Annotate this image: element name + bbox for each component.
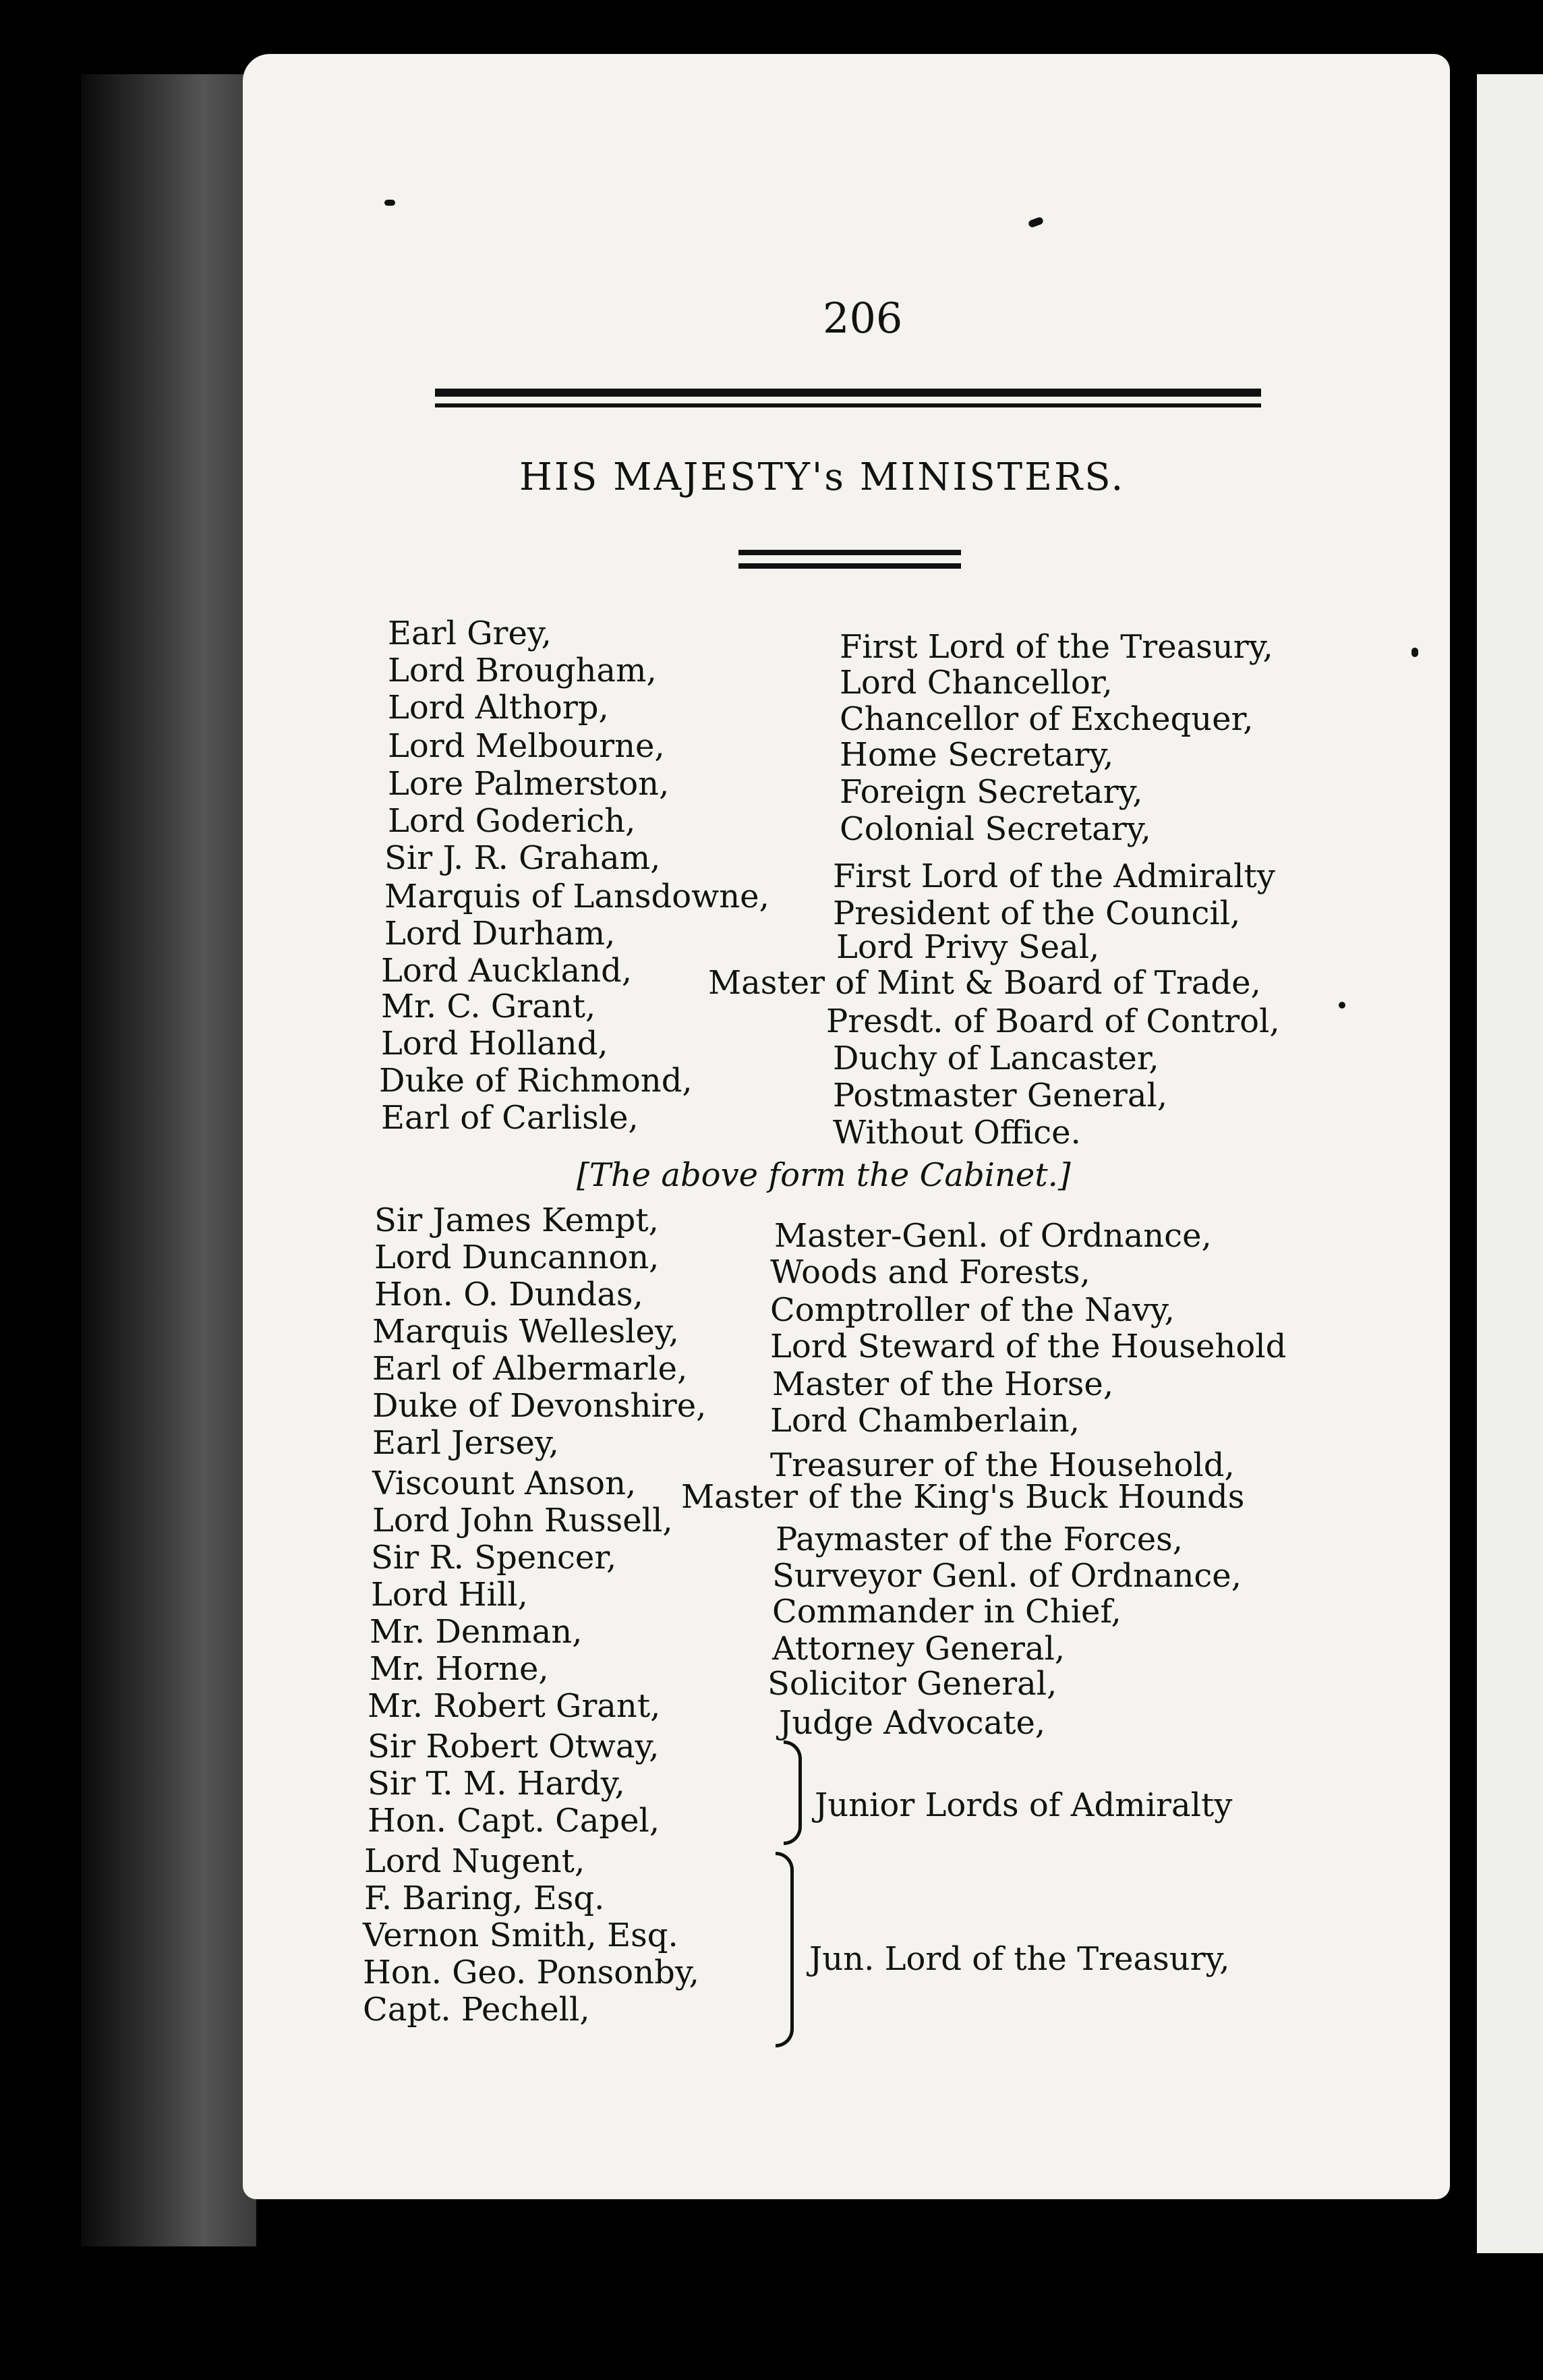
cabinet-name: Sir J. R. Graham,: [384, 839, 661, 877]
treasury-member: Hon. Geo. Ponsonby,: [363, 1954, 699, 1991]
admiralty-office: Junior Lords of Admiralty: [815, 1786, 1233, 1824]
admiralty-member: Hon. Capt. Capel,: [368, 1802, 660, 1840]
cabinet-note: [The above form the Cabinet.]: [577, 1156, 1071, 1194]
cabinet-name: Earl Grey,: [388, 615, 552, 652]
page-heading: HIS MAJESTY's MINISTERS.: [519, 455, 1126, 499]
minister-office: Solicitor General,: [767, 1665, 1057, 1703]
ink-speck: [384, 200, 395, 206]
cabinet-name: Marquis of Lansdowne,: [384, 878, 769, 915]
minister-office: Attorney General,: [772, 1630, 1066, 1668]
treasury-member: Capt. Pechell,: [363, 1991, 590, 2029]
cabinet-office: Foreign Secretary,: [840, 773, 1143, 811]
cabinet-name: Lord Melbourne,: [388, 727, 665, 765]
admiralty-member: Sir T. M. Hardy,: [368, 1765, 625, 1803]
treasury-member: Vernon Smith, Esq.: [363, 1917, 678, 1954]
cabinet-name: Lore Palmerston,: [388, 765, 670, 803]
minister-name: Marquis Wellesley,: [372, 1313, 679, 1351]
book-spine: [81, 74, 256, 2246]
cabinet-office: Presdt. of Board of Control,: [826, 1002, 1280, 1040]
minister-name: Sir R. Spencer,: [371, 1539, 617, 1577]
treasury-brace: [776, 1852, 794, 2047]
cabinet-office: Chancellor of Exchequer,: [840, 700, 1254, 738]
cabinet-name: Mr. C. Grant,: [381, 988, 596, 1025]
minister-name: Lord Hill,: [371, 1576, 528, 1614]
cabinet-office: Home Secretary,: [840, 736, 1114, 774]
cabinet-name: Lord Goderich,: [388, 802, 636, 840]
admiralty-brace: [784, 1740, 802, 1845]
minister-office: Paymaster of the Forces,: [776, 1521, 1184, 1558]
minister-office: Surveyor Genl. of Ordnance,: [772, 1557, 1242, 1595]
cabinet-name: Lord Auckland,: [381, 952, 633, 990]
cabinet-office: President of the Council,: [833, 895, 1241, 932]
minister-name: Mr. Robert Grant,: [368, 1687, 661, 1725]
cabinet-office: Postmaster General,: [833, 1077, 1168, 1114]
minister-office: Judge Advocate,: [779, 1704, 1046, 1742]
admiralty-member: Sir Robert Otway,: [368, 1728, 660, 1765]
cabinet-office: Without Office.: [833, 1114, 1081, 1152]
minister-name: Sir James Kempt,: [374, 1201, 659, 1239]
page-number: 206: [823, 293, 903, 343]
minister-name: Mr. Horne,: [370, 1650, 549, 1688]
cabinet-name: Duke of Richmond,: [379, 1062, 693, 1100]
minister-office: Treasurer of the Household,: [770, 1446, 1235, 1484]
minister-name: Earl of Albermarle,: [372, 1350, 688, 1388]
divider-rule-1: [738, 550, 961, 555]
top-rule-thin: [435, 403, 1261, 407]
cabinet-name: Earl of Carlisle,: [381, 1099, 639, 1137]
cabinet-name: Lord Brougham,: [388, 652, 657, 689]
minister-office: Lord Chamberlain,: [770, 1402, 1080, 1440]
minister-office: Lord Steward of the Household: [770, 1328, 1287, 1365]
treasury-office: Jun. Lord of the Treasury,: [809, 1940, 1230, 1978]
minister-name: Viscount Anson,: [372, 1465, 637, 1502]
cabinet-office: Lord Privy Seal,: [836, 928, 1100, 966]
cabinet-office: First Lord of the Admiralty: [833, 857, 1275, 895]
ink-speck: [1411, 648, 1418, 657]
treasury-member: Lord Nugent,: [364, 1842, 585, 1880]
minister-name: Duke of Devonshire,: [372, 1387, 707, 1425]
cabinet-name: Lord Holland,: [381, 1025, 608, 1062]
divider-rule-2: [738, 563, 961, 569]
cabinet-office: Master of Mint & Board of Trade,: [708, 964, 1261, 1002]
minister-office: Comptroller of the Navy,: [770, 1291, 1175, 1329]
cabinet-name: Lord Durham,: [384, 915, 616, 953]
ink-speck: [1339, 1002, 1345, 1009]
cabinet-office: Colonial Secretary,: [840, 810, 1151, 848]
minister-office: Master of the King's Buck Hounds: [681, 1478, 1245, 1516]
cabinet-name: Lord Althorp,: [388, 689, 609, 727]
minister-name: Earl Jersey,: [372, 1424, 559, 1462]
minister-office: Commander in Chief,: [772, 1593, 1122, 1631]
minister-office: Master-Genl. of Ordnance,: [774, 1217, 1212, 1255]
minister-office: Woods and Forests,: [770, 1253, 1090, 1291]
cabinet-office: Duchy of Lancaster,: [833, 1040, 1159, 1077]
cabinet-office: First Lord of the Treasury,: [840, 628, 1273, 666]
minister-name: Hon. O. Dundas,: [374, 1276, 643, 1313]
treasury-member: F. Baring, Esq.: [364, 1879, 605, 1917]
minister-name: Mr. Denman,: [370, 1613, 583, 1651]
minister-name: Lord Duncannon,: [374, 1239, 660, 1276]
minister-name: Lord John Russell,: [372, 1502, 673, 1539]
minister-office: Master of the Horse,: [772, 1365, 1114, 1403]
cabinet-office: Lord Chancellor,: [840, 664, 1113, 702]
top-rule-thick: [435, 389, 1261, 397]
facing-page-edge: [1477, 74, 1543, 2253]
